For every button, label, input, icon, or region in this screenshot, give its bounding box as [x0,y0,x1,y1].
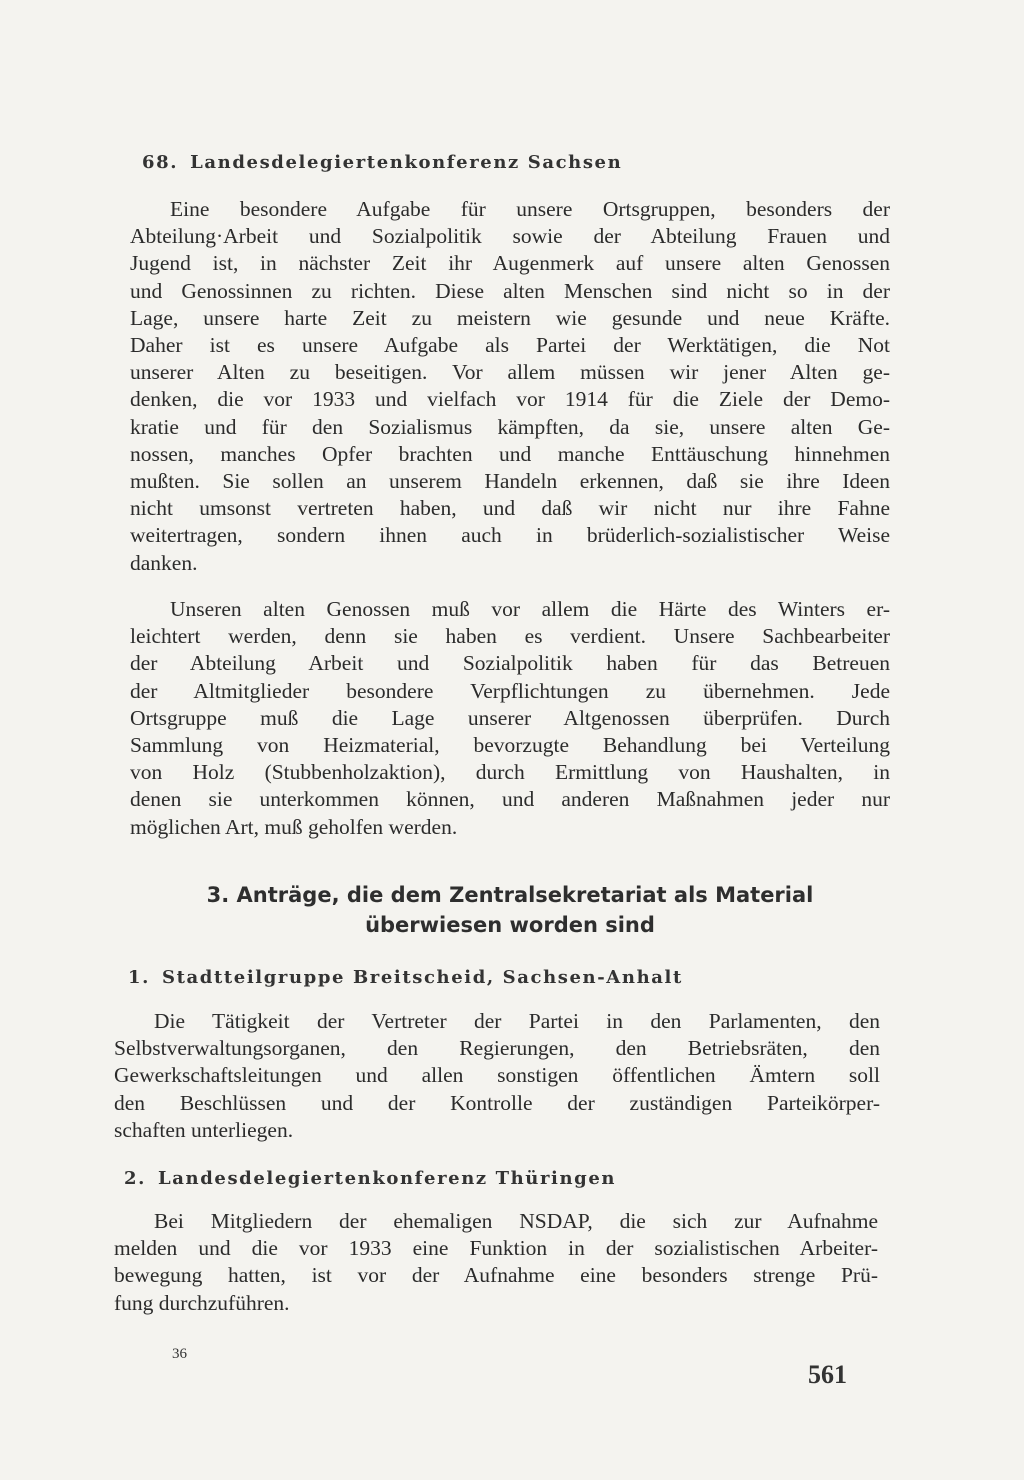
text-line: Jugend ist, in nächster Zeit ihr Augenmerk auf unsere alten Genossen [130,251,890,276]
text-line: Eine besondere Aufgabe für unsere Ortsgruppen, besonders der [170,197,890,221]
text-line: nossen, manches Opfer brachten und manche Enttäuschung hinnehmen [130,441,890,466]
text-line: fung durchzuführen. [114,1290,290,1315]
text-line: Bei Mitgliedern der ehemaligen NSDAP, die sich zur Aufnahme [154,1209,878,1233]
text-line: unserer Alten zu beseitigen. Vor allem müssen wir jener Alten ge- [130,360,890,385]
text-line: möglichen Art, muß geholfen werden. [130,814,458,839]
item-number: 2. [124,1168,146,1189]
section-title: Landesdelegiertenkonferenz Sachsen [190,152,623,173]
item-number: 1. [128,967,150,988]
text-line: Abteilung·Arbeit und Sozialpolitik sowie der Abteilung Frauen und [130,224,890,249]
item-heading [128,967,683,988]
text-line: schaften unterliegen. [114,1117,294,1142]
item-title: Stadtteilgruppe Breitscheid, Sachsen-Anhalt [162,967,683,988]
text-line: melden und die vor 1933 eine Funktion in der sozialistischen Arbeiter- [114,1236,878,1261]
text-line: bewegung hatten, ist vor der Aufnahme eine besonders strenge Prü- [114,1263,878,1288]
text-line: Unseren alten Genossen muß vor allem die Härte des Winters er- [170,597,890,621]
section-number: 68. [142,152,179,173]
text-line: mußten. Sie sollen an unserem Handeln erkennen, daß sie ihre Ideen [130,469,890,494]
text-line: kratie und für den Sozialismus kämpften, da sie, unsere alten Ge- [130,414,890,439]
text-line: weitertragen, sondern ihnen auch in brüderlich-sozialistischer Weise [130,523,890,548]
signature-mark: 36 [172,1346,187,1362]
text-line: Sammlung von Heizmaterial, bevorzugte Behandlung bei Verteilung [130,733,890,758]
chapter-title-line: 3. Anträge, die dem Zentralsekretariat als Material [206,883,814,907]
section-heading [142,152,622,173]
text-line: nicht umsonst vertreten haben, und daß wir nicht nur ihre Fahne [130,496,890,521]
text-line: Lage, unsere harte Zeit zu meistern wie gesunde und neue Kräfte. [130,305,890,330]
text-line: Daher ist es unsere Aufgabe als Partei der Werktätigen, die Not [130,333,890,358]
text-line: und Genossinnen zu richten. Diese alten Menschen sind nicht so in der [130,278,890,303]
text-line: leichtert werden, denn sie haben es verdient. Unsere Sachbearbeiter [130,624,890,649]
text-line: Gewerkschaftsleitungen und allen sonstigen öffentlichen Ämtern soll [114,1063,880,1088]
text-line: der Altmitglieder besondere Verpflichtungen zu übernehmen. Jede [130,678,890,703]
text-line: Ortsgruppe muß die Lage unserer Altgenossen überprüfen. Durch [130,705,890,730]
text-line: der Abteilung Arbeit und Sozialpolitik haben für das Betreuen [130,651,890,676]
text-line: Die Tätigkeit der Vertreter der Partei in den Parlamenten, den [154,1009,880,1033]
text-line: denen sie unterkommen können, und anderen Maßnahmen jeder nur [130,787,890,812]
chapter-title-line: überwiesen worden sind [365,913,655,937]
text-line: denken, die vor 1933 und vielfach vor 1914 für die Ziele der Demo- [130,387,890,412]
text-line: den Beschlüssen und der Kontrolle der zuständigen Parteikörper- [114,1090,880,1115]
item-title: Landesdelegiertenkonferenz Thüringen [158,1168,617,1189]
body-paragraph [130,196,890,577]
body-paragraph [114,1008,880,1144]
text-line: von Holz (Stubbenholzaktion), durch Ermittlung von Haushalten, in [130,760,890,785]
body-paragraph [130,596,890,841]
body-paragraph [114,1208,878,1317]
text-line: Selbstverwaltungsorganen, den Regierungen, den Betriebsräten, den [114,1036,880,1061]
page-number: 561 [808,1360,847,1389]
text-line: danken. [130,550,198,575]
chapter-title [130,880,890,940]
item-heading [124,1168,616,1189]
